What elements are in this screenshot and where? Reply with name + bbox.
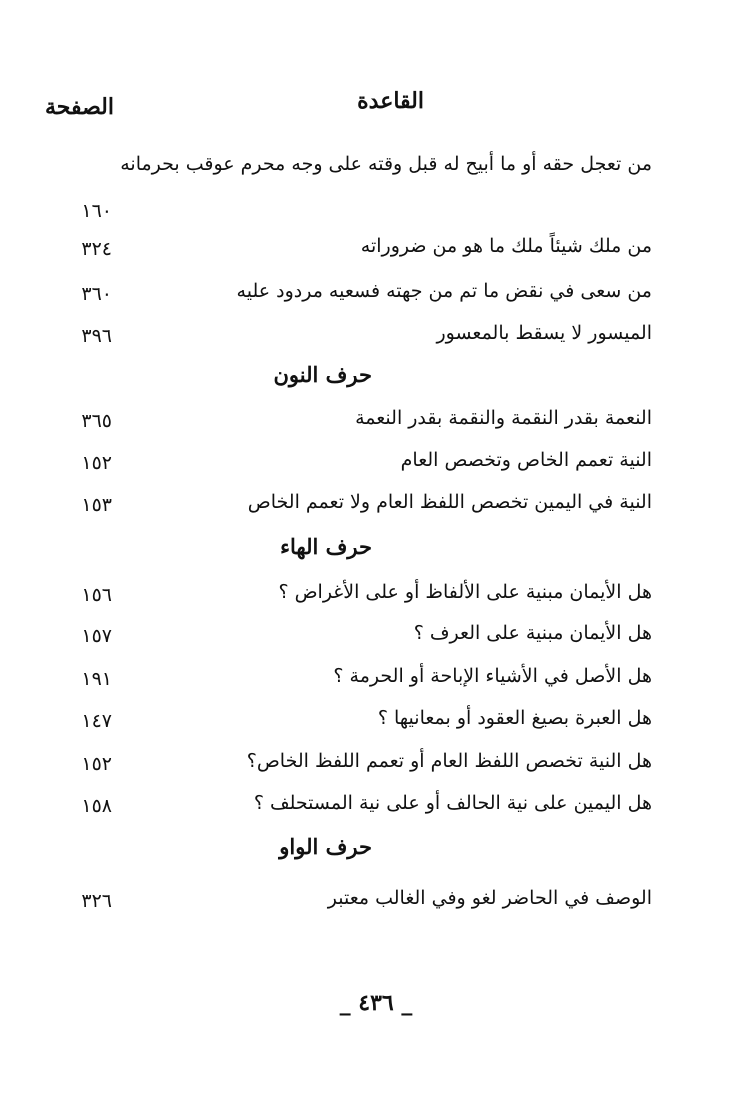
index-entry [0, 609, 752, 657]
entry-page-number: ٣٢٦ [81, 890, 112, 912]
entry-page-number: ١٩١ [81, 668, 112, 690]
page-number-footer: _ ٤٣٦ _ [339, 990, 413, 1016]
entry-page-number: ١٥٨ [81, 795, 112, 817]
entry-text: النية في اليمين تخصص اللفظ العام ولا تعمم الخاص [247, 491, 652, 513]
index-entry [0, 652, 752, 700]
entry-page-number: ٣٩٦ [81, 325, 112, 347]
index-entry [0, 267, 752, 315]
index-entry [0, 309, 752, 357]
entry-text: من سعى في نقض ما تم من جهته فسعيه مردود عليه [236, 280, 652, 302]
index-entry [0, 874, 752, 922]
entry-text: هل الأصل في الأشياء الإباحة أو الحرمة ؟ [333, 665, 652, 687]
entry-text: من تعجل حقه أو ما أبيح له قبل وقته على وجه محرم عوقب بحرمانه [120, 153, 652, 175]
entry-text: هل الأيمان مبنية على العرف ؟ [413, 622, 652, 644]
section-heading-waw [0, 834, 752, 874]
entry-page-number: ١٦٠ [81, 200, 112, 222]
index-entry [0, 694, 752, 742]
entry-text: هل النية تخصص اللفظ العام أو تعمم اللفظ الخاص؟ [246, 750, 652, 772]
table-header [0, 88, 752, 128]
entry-page-number: ١٤٧ [81, 710, 112, 732]
index-entry [0, 436, 752, 484]
index-entry [0, 779, 752, 827]
index-entry [0, 394, 752, 442]
entry-text: النعمة بقدر النقمة والنقمة بقدر النعمة [355, 407, 652, 429]
entry-text: النية تعمم الخاص وتخصص العام [400, 449, 652, 471]
section-title: حرف الواو [279, 834, 372, 859]
entry-page-number: ١٥٢ [81, 452, 112, 474]
column-header-rule: القاعدة [357, 88, 424, 114]
entry-page-number: ٣٢٤ [81, 238, 112, 260]
section-title: حرف النون [273, 362, 372, 387]
entry-text: من ملك شيئاً ملك ما هو من ضروراته [360, 235, 652, 257]
entry-text: الميسور لا يسقط بالمعسور [436, 322, 652, 344]
index-entry [0, 737, 752, 785]
entry-page-number: ٣٦٠ [81, 283, 112, 305]
entry-text: الوصف في الحاضر لغو وفي الغالب معتبر [327, 887, 652, 909]
entry-page-number: ١٥٢ [81, 753, 112, 775]
entry-page-number: ٣٦٥ [81, 410, 112, 432]
entry-text: هل الأيمان مبنية على الألفاظ أو على الأغراض ؟ [278, 581, 652, 603]
entry-text: هل اليمين على نية الحالف أو على نية المستحلف ؟ [253, 792, 652, 814]
entry-page-number: ١٥٣ [81, 494, 112, 516]
entry-text: هل العبرة بصيغ العقود أو بمعانيها ؟ [377, 707, 652, 729]
section-title: حرف الهاء [280, 534, 372, 559]
column-header-page: الصفحة [44, 94, 114, 120]
index-entry [0, 478, 752, 526]
entry-page-number: ١٥٧ [81, 625, 112, 647]
entry-page-number: ١٥٦ [81, 584, 112, 606]
index-entry [0, 222, 752, 270]
